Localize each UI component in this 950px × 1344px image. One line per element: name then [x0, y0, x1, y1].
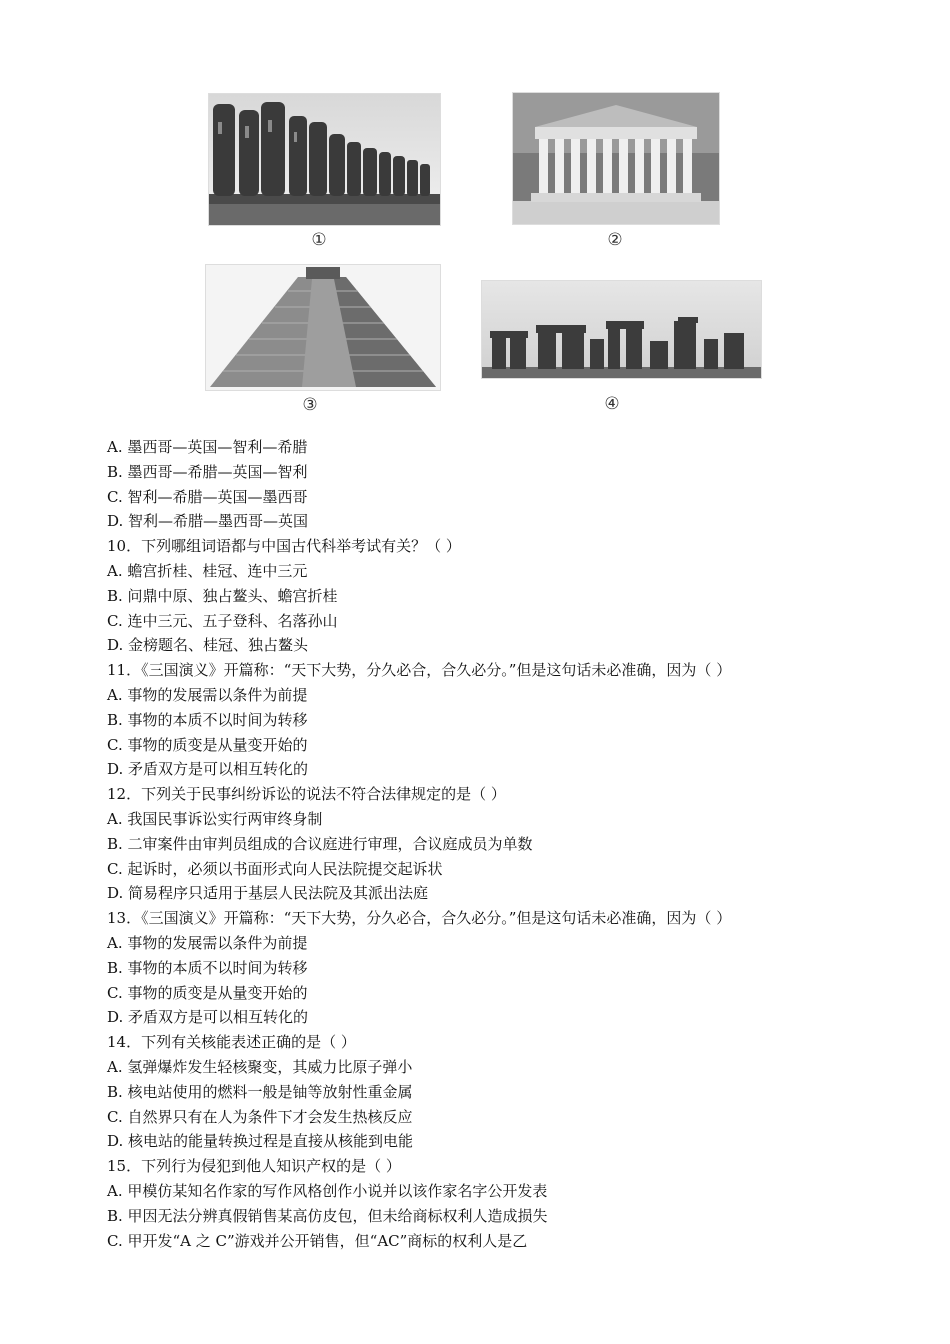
- option-12d: D. 简易程序只适用于基层人民法院及其派出法庭: [107, 884, 429, 903]
- question-11: 11．《三国演义》开篇称：“天下大势，分久必合，合久必分。”但是这句话未必准确，因为（ ）: [107, 661, 732, 680]
- option-14d: D. 核电站的能量转换过程是直接从核能到电能: [107, 1132, 414, 1151]
- figure-label-3: ③: [302, 395, 318, 415]
- option-14c: C. 自然界只有在人为条件下才会发生热核反应: [107, 1107, 413, 1126]
- option-14b: B. 核电站使用的燃料一般是铀等放射性重金属: [107, 1082, 413, 1101]
- option-10c: C. 连中三元、五子登科、名落孙山: [107, 611, 338, 630]
- question-10: 10．下列哪组词语都与中国古代科举考试有关？（ ）: [107, 537, 461, 556]
- option-9b: B. 墨西哥—希腊—英国—智利: [107, 462, 308, 481]
- figure-stonehenge: [481, 280, 762, 379]
- question-14: 14．下列有关核能表述正确的是（ ）: [107, 1033, 356, 1052]
- question-12: 12．下列关于民事纠纷诉讼的说法不符合法律规定的是（ ）: [107, 785, 506, 804]
- option-13d: D. 矛盾双方是可以相互转化的: [107, 1008, 309, 1027]
- option-12c: C. 起诉时，必须以书面形式向人民法院提交起诉状: [107, 859, 443, 878]
- stonehenge-icon: [482, 281, 761, 378]
- figure-label-1: ①: [311, 230, 327, 250]
- option-10d: D. 金榜题名、桂冠、独占鳌头: [107, 636, 309, 655]
- pyramid-icon: [206, 265, 440, 390]
- option-10a: A. 蟾宫折桂、桂冠、连中三元: [107, 561, 308, 580]
- option-9c: C. 智利—希腊—英国—墨西哥: [107, 487, 308, 506]
- option-13a: A. 事物的发展需以条件为前提: [107, 933, 308, 952]
- option-15b: B. 甲因无法分辨真假销售某高仿皮包，但未给商标权利人造成损失: [107, 1206, 548, 1225]
- option-11b: B. 事物的本质不以时间为转移: [107, 710, 308, 729]
- option-14a: A. 氢弹爆炸发生轻核聚变，其威力比原子弹小: [107, 1057, 413, 1076]
- figure-moai: [208, 93, 441, 226]
- figure-parthenon: [512, 92, 720, 225]
- option-12b: B. 二审案件由审判员组成的合议庭进行审理，合议庭成员为单数: [107, 834, 533, 853]
- option-11c: C. 事物的质变是从量变开始的: [107, 735, 308, 754]
- question-text: [107, 435, 907, 1253]
- option-15a: A. 甲模仿某知名作家的写作风格创作小说并以该作家名字公开发表: [107, 1181, 548, 1200]
- figure-pyramid: [205, 264, 441, 391]
- option-9a: A. 墨西哥—英国—智利—希腊: [107, 438, 308, 456]
- option-12a: A. 我国民事诉讼实行两审终身制: [107, 809, 323, 828]
- option-10b: B. 问鼎中原、独占鳌头、蟾宫折桂: [107, 586, 338, 605]
- figure-label-4: ④: [604, 394, 620, 414]
- option-9d: D. 智利—希腊—墨西哥—英国: [107, 512, 309, 531]
- moai-statues-icon: [209, 94, 440, 225]
- figure-label-2: ②: [607, 230, 623, 250]
- question-13: 13．《三国演义》开篇称：“天下大势，分久必合，合久必分。”但是这句话未必准确，因为（ ）: [107, 909, 732, 928]
- option-11a: A. 事物的发展需以条件为前提: [107, 685, 308, 704]
- parthenon-icon: [513, 93, 719, 224]
- question-15: 15．下列行为侵犯到他人知识产权的是（ ）: [107, 1157, 401, 1176]
- option-15c: C. 甲开发“A 之 C”游戏并公开销售，但“AC”商标的权利人是乙: [107, 1231, 528, 1250]
- option-13b: B. 事物的本质不以时间为转移: [107, 958, 308, 977]
- option-13c: C. 事物的质变是从量变开始的: [107, 983, 308, 1002]
- option-11d: D. 矛盾双方是可以相互转化的: [107, 760, 309, 779]
